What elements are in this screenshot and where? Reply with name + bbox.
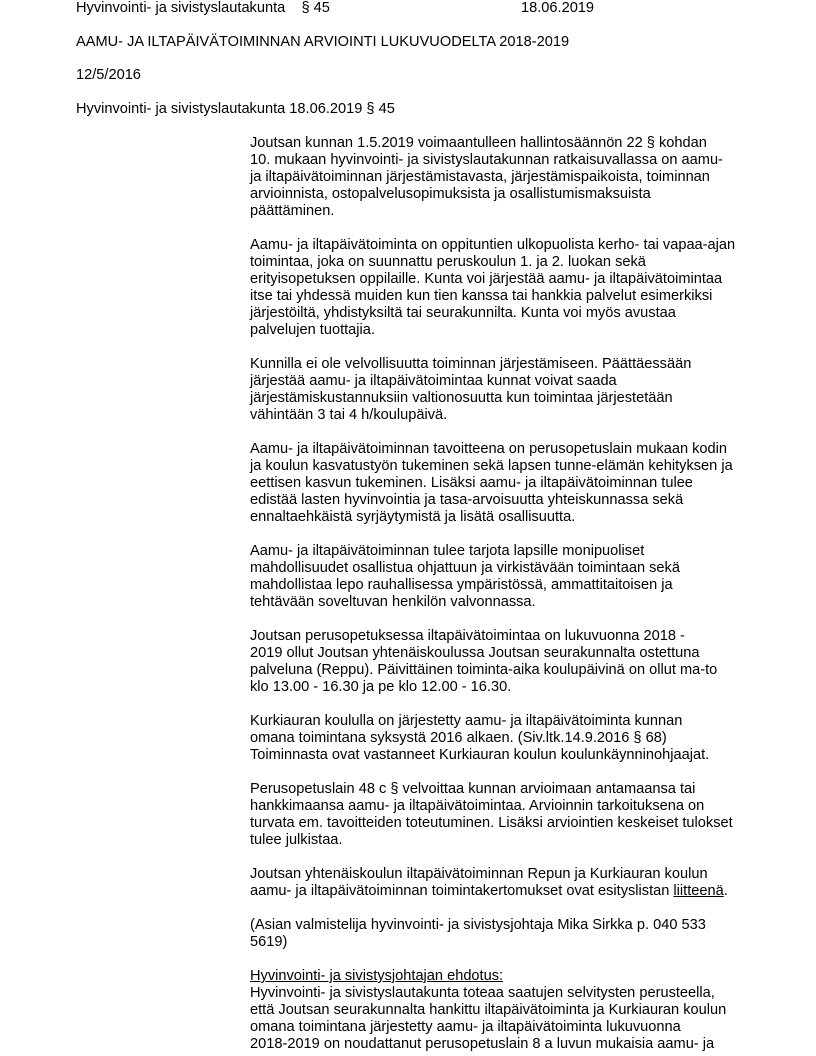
document-body [250,135,750,1053]
paragraph: Kunnilla ei ole velvollisuutta toiminnan järjestämiseen. Päättäessään järjestää aamu- ja iltapäivätoimintaa kunnat voivat saada järjestämiskustannuksiin valtionosuutta kun toimintaa järjestetään vähintään 3 tai 4 h/koulupäivä. [250,356,692,423]
paragraph: Aamu- ja iltapäivätoiminta on oppituntien ulkopuolista kerho- tai vapaa-ajan toimintaa, joka on suunnattu peruskoulun 1. ja 2. luokan sekä erityisopetuksen oppilaille. Kunta voi järjestää aamu- ja iltapäivätoimintaa itse tai yhdessä muiden kun tien kanssa tai hankkia palvelut esimerkiksi järjestöiltä, yhdistyksiltä tai seurakunnilta. Kunta voi myös avustaa palvelujen tuottajia. [250,237,736,338]
header-board-section: Hyvinvointi- ja sivistyslautakunta § 45 [76,0,330,16]
paragraph: Perusopetuslain 48 c § velvoittaa kunnan arvioimaan antamaansa tai hankkimaansa aamu- ja iltapäivätoimintaa. Arvioinnin tarkoituksena on turvata em. tavoitteiden toteutuminen. Lisäksi arviointien keskeiset tulokset tulee julkistaa. [250,781,733,848]
proposal-heading: Hyvinvointi- ja sivistysjohtajan ehdotus: [250,968,504,984]
header-date: 18.06.2019 [521,0,595,16]
paragraph: Kurkiauran koululla on järjestetty aamu- ja iltapäivätoiminta kunnan omana toimintana syksystä 2016 alkaen. (Siv.ltk.14.9.2016 § 68) Toiminnasta ovat vastanneet Kurkiauran koulun koulunkäynninohjaajat. [250,713,710,763]
proposal-text: Hyvinvointi- ja sivistyslautakunta toteaa saatujen selvitysten perusteella, että Joutsan seurakunnalta hankittu iltapäivätoiminta ja Kurkiauran koulun omana toimintana järjestetty aamu- ja iltapäivätoiminta lukuvuonna 2018-2019 on noudattanut perusopetuslain 8 a luvun mukaisia aamu- ja [250,985,727,1052]
paragraph: Aamu- ja iltapäivätoiminnan tulee tarjota lapsille monipuoliset mahdollisuudet osallistua ohjattuun ja virkistävään toimintaan sekä mahdollistaa lepo rauhallisessa ympäristössä, ammattitaitoisen ja tehtävään soveltuvan henkilön valvonnassa. [250,543,680,610]
attachment-text-before: Joutsan yhtenäiskoulun iltapäivätoiminnan Repun ja Kurkiauran koulun aamu- ja iltapäivätoiminnan toimintakertomukset ovat esityslistan [250,866,708,899]
document-reference: Hyvinvointi- ja sivistyslautakunta 18.06.2019 § 45 [76,101,395,117]
paragraph: Joutsan perusopetuksessa iltapäivätoimintaa on lukuvuonna 2018 - 2019 ollut Joutsan yhtenäiskoulussa Joutsan seurakunnalta ostettuna palveluna (Reppu). Päivittäinen toiminta-aika koulupäivinä on ollut ma-to klo 13.00 - 16.30 ja pe klo 12.00 - 16.30. [250,628,718,695]
attachment-text-after: . [723,883,728,899]
attachment-paragraph [250,866,750,900]
preparer-note: (Asian valmistelija hyvinvointi- ja sivistysjohtaja Mika Sirkka p. 040 533 5619) [250,917,706,950]
document-code: 12/5/2016 [76,67,141,83]
document-title: AAMU- JA ILTAPÄIVÄTOIMINNAN ARVIOINTI LUKUVUODELTA 2018-2019 [76,34,570,50]
paragraph: Aamu- ja iltapäivätoiminnan tavoitteena on perusopetuslain mukaan kodin ja koulun kasvatustyön tukeminen sekä lapsen tunne-elämän kehityksen ja eettisen kasvun tukeminen. Lisäksi aamu- ja iltapäivätoiminnan tulee edistää lasten hyvinvointia ja tasa-arvoisuutta yhteiskunnassa sekä ennaltaehkäistä syrjäytymistä ja lisätä osallisuutta. [250,441,733,525]
attachment-link[interactable]: liitteenä [673,883,724,899]
paragraph: Joutsan kunnan 1.5.2019 voimaantulleen hallintosäännön 22 § kohdan 10. mukaan hyvinvointi- ja sivistyslautakunnan ratkaisuvallassa on aamu- ja iltapäivätoiminnan järjestämistavasta, järjestämispaikoista, toiminnan arvioinnista, ostopalvelusopimuksista ja osallistumismaksuista päättäminen. [250,135,723,219]
